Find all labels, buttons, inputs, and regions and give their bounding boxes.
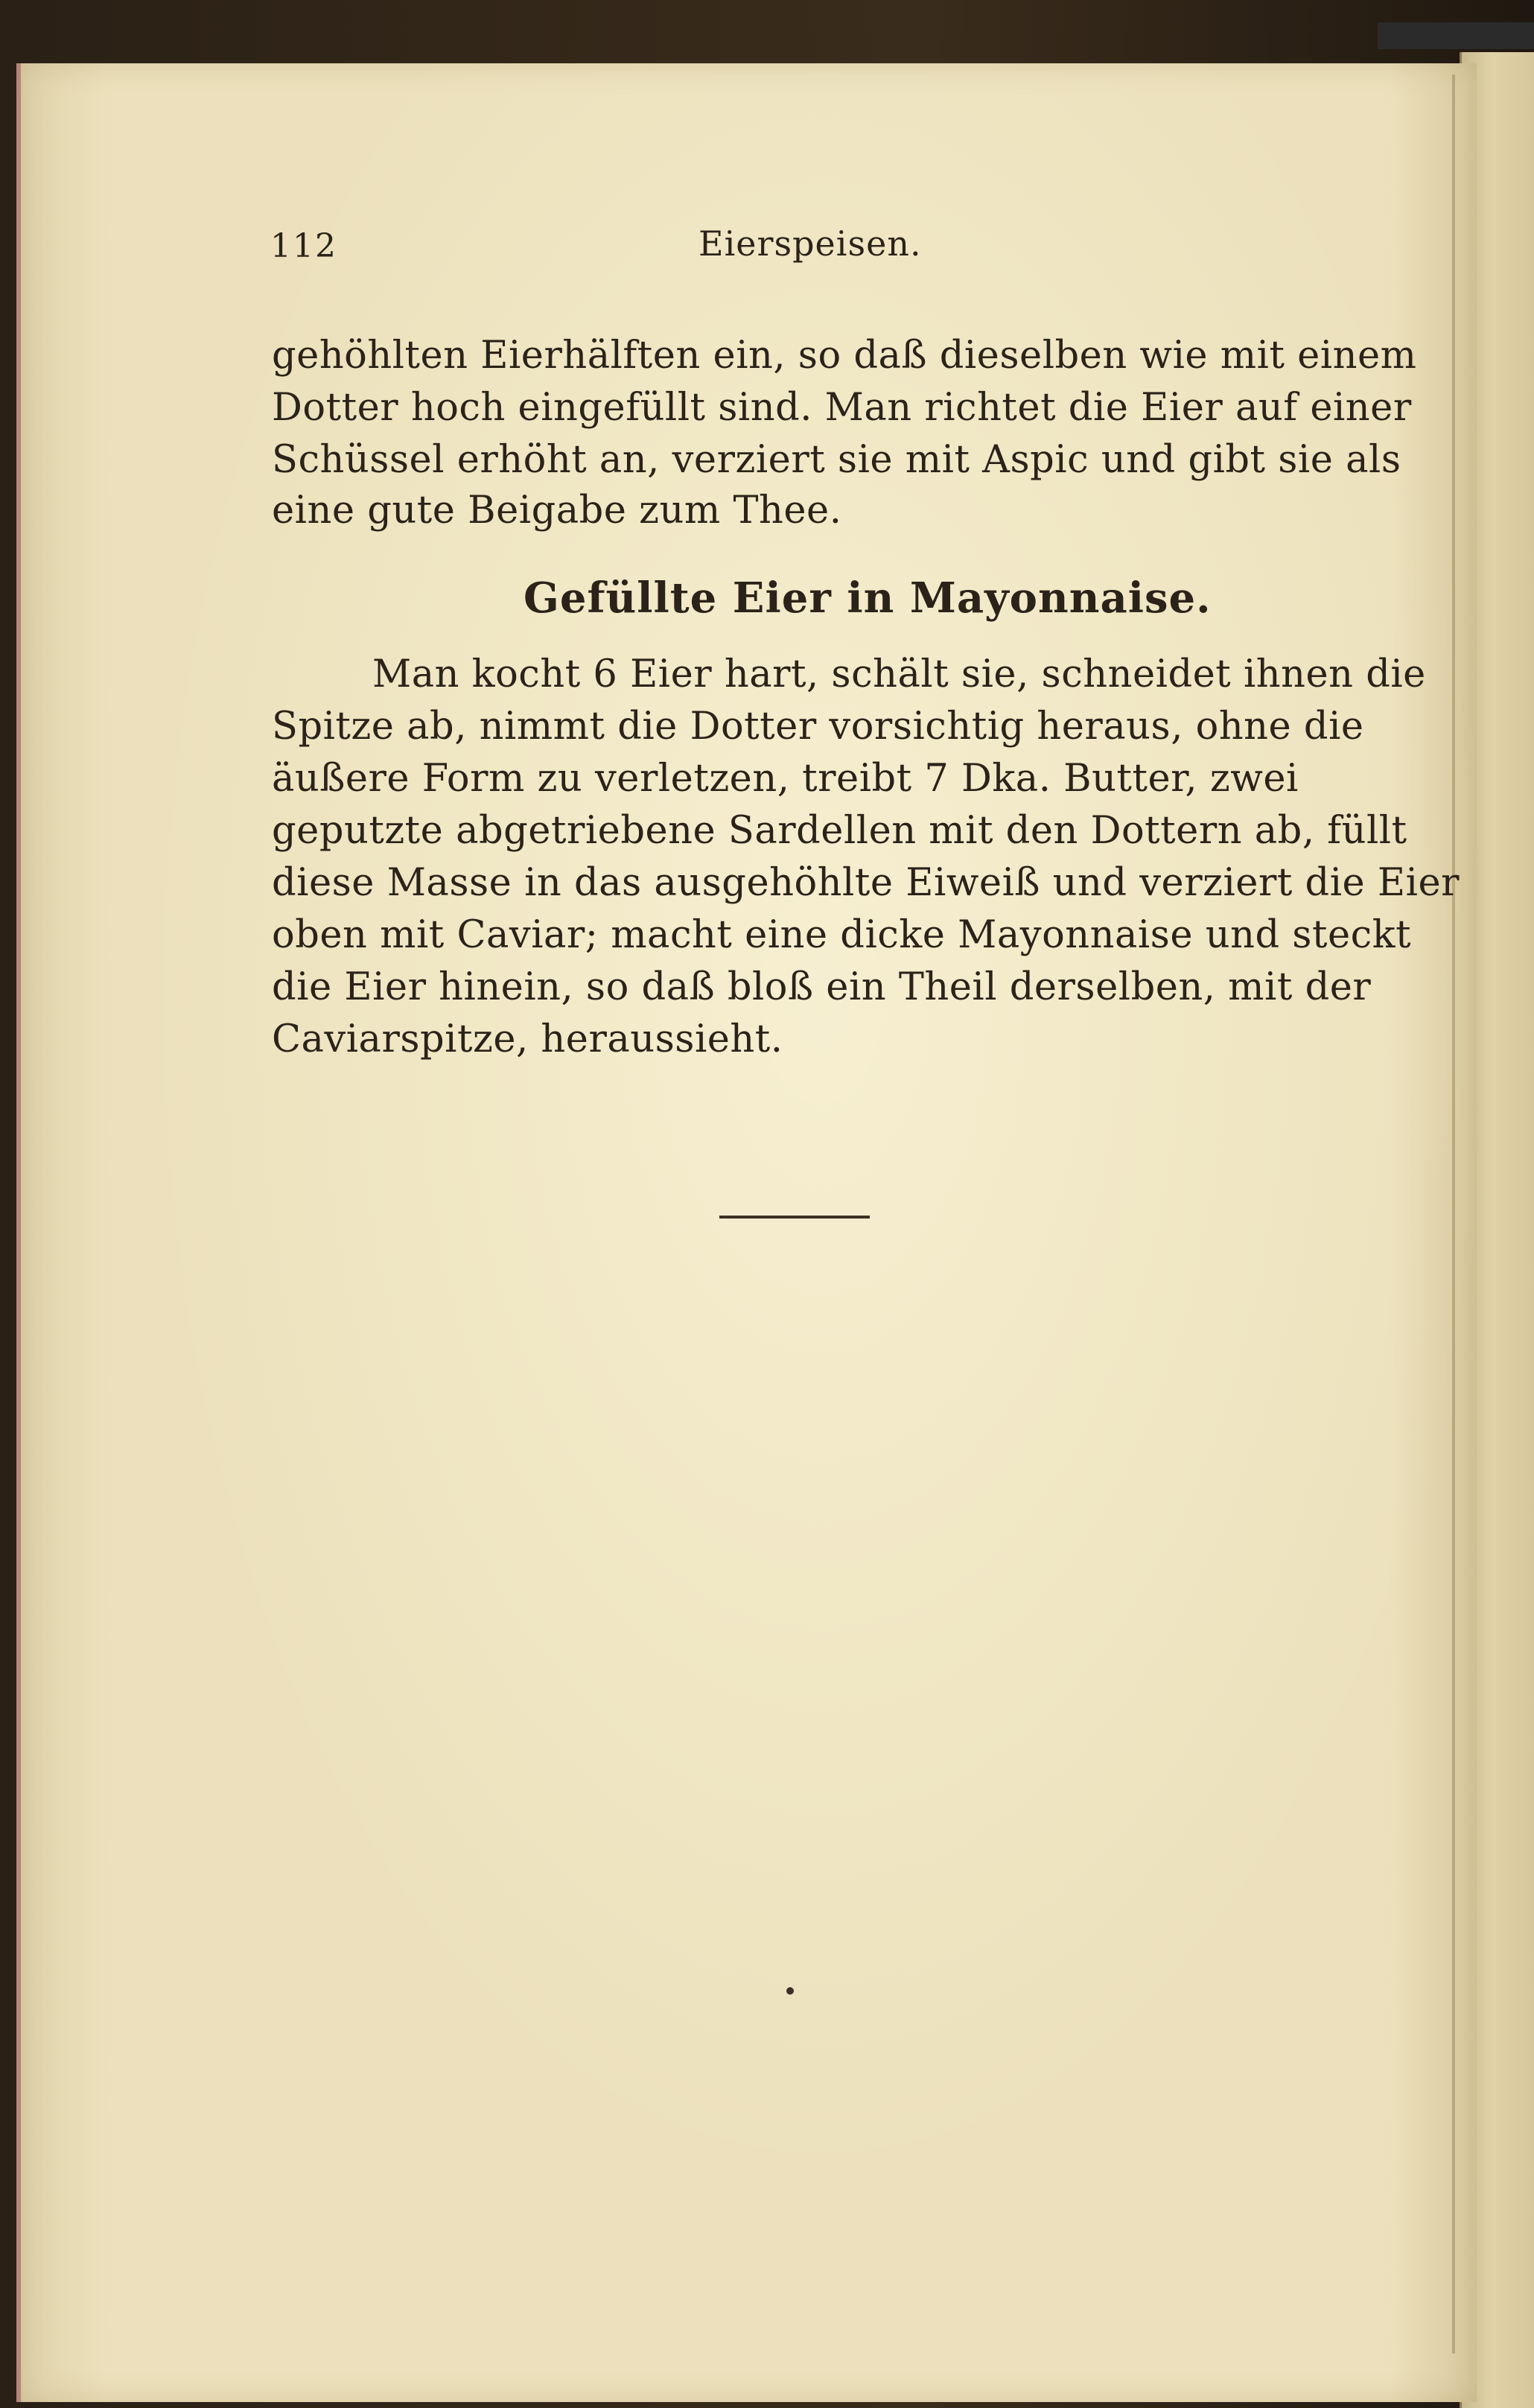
intro-line: Schüssel erhöht an, verziert sie mit Aspic und gibt sie als	[272, 438, 1401, 482]
section-divider-rule	[719, 1216, 870, 1219]
recipe-line: Man kocht 6 Eier hart, schält sie, schneidet ihnen die	[372, 652, 1426, 696]
recipe-title: Gefüllte Eier in Mayonnaise.	[523, 574, 1212, 623]
recipe-line: äußere Form zu verletzen, treibt 7 Dka. Butter, zwei	[272, 757, 1299, 801]
intro-line: gehöhlten Eierhälften ein, so daß dieselben wie mit einem	[272, 334, 1417, 378]
book-top-edge	[1378, 22, 1534, 49]
intro-line: eine gute Beigabe zum Thee.	[272, 489, 842, 533]
recipe-line: Spitze ab, nimmt die Dotter vorsichtig heraus, ohne die	[272, 705, 1364, 749]
recipe-line: die Eier hinein, so daß bloß ein Theil derselben, mit der	[272, 965, 1372, 1009]
recipe-line: oben mit Caviar; macht eine dicke Mayonnaise und steckt	[272, 913, 1412, 957]
page-number: 112	[270, 227, 337, 265]
recipe-line: geputzte abgetriebene Sardellen mit den Dottern ab, füllt	[272, 809, 1407, 853]
intro-line: Dotter hoch eingefüllt sind. Man richtet die Eier auf einer	[272, 386, 1412, 430]
recipe-line: Caviarspitze, heraussieht.	[272, 1017, 783, 1061]
page-fold	[1452, 74, 1455, 2354]
ink-speck	[786, 1987, 794, 1995]
running-head: Eierspeisen.	[698, 223, 922, 264]
recipe-line: diese Masse in das ausgehöhlte Eiweiß und verziert die Eier	[272, 861, 1460, 905]
